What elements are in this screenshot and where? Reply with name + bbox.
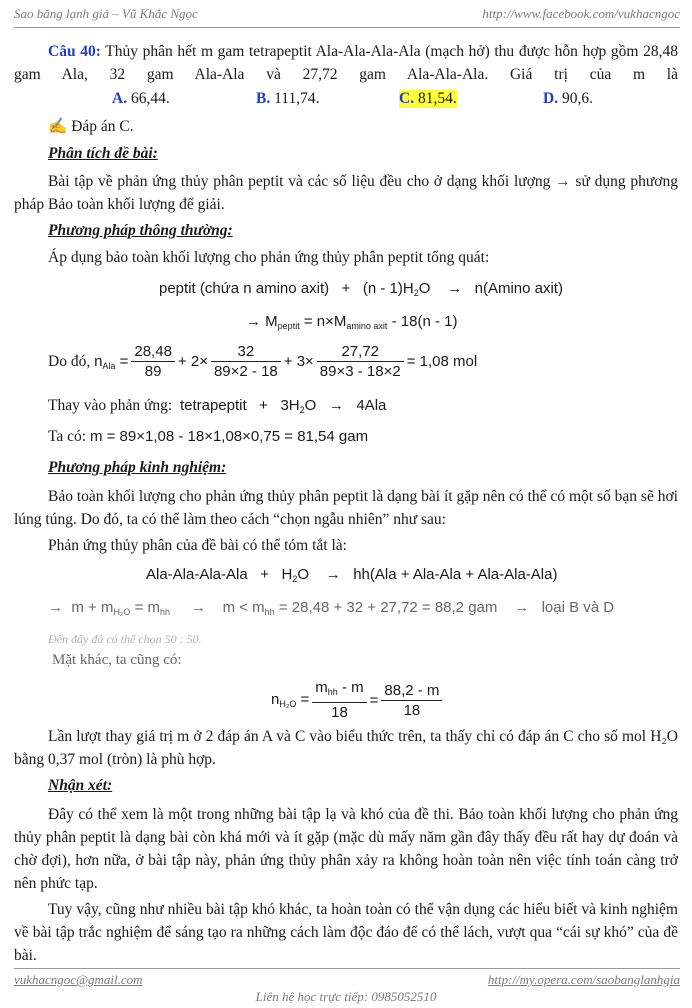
- option-d: D. 90,6.: [543, 90, 593, 107]
- arrow-icon: →: [447, 280, 463, 297]
- analysis-text: Bài tập về phản ứng thủy phân peptit và các số liệu đều cho ở dạng khối lượng → sử dụng phương pháp Bảo toàn khối lượng để giải.: [14, 173, 678, 213]
- general-hydrolysis-equation: peptit (chứa n amino axit) + $(n - 1)H_2O$ → n(Amino axit): [159, 280, 563, 298]
- comment-heading: Nhận xét:: [48, 777, 113, 794]
- experience-text-2: Phản ứng thủy phân của đề bài có thể tóm tắt là:: [48, 537, 347, 554]
- experience-method-heading: Phương pháp kinh nghiệm:: [48, 459, 227, 476]
- arrow-icon: →: [328, 397, 344, 414]
- n-ala-calculation: Do đó, $n_{Ala}$ = $\frac{28,48}{89}$ + 2× $\frac{32}{89\times 2 - 18}$ + 3× $\frac{27,72}{89\times 3 - 18\times 2}$ = 1,08 mol: [48, 343, 478, 380]
- footer-opera-link[interactable]: http://my.opera.com/saobanglanhgia: [487, 972, 680, 987]
- footer-contact: Liên hệ học trực tiếp: 0985052510: [255, 989, 437, 1004]
- note-5050: Đến đây đã có thể chọn 50 : 50.: [48, 632, 202, 646]
- arrow-icon: →: [48, 599, 63, 616]
- arrow-icon: →: [325, 566, 341, 583]
- molar-mass-formula: → $M_{peptit} = n\times M_{amino axit} - 18(n - 1)$: [246, 313, 458, 331]
- comment-text-1: Đây có thể xem là một trong những bài tập lạ và khó của đề thi. Bảo toàn khối lượng cho phản ứng thủy phân peptit là dạng bài còn khá mới và ít gặp (mặc dù mấy năm gần đây thấy đều rất hay dự đoán và chờ đợi), hơn nữa, ở bài tập này, phản ứng thủy phân xảy ra không hoàn toàn nên việc tính toán càng trở nên phức tạp.: [14, 806, 678, 892]
- analysis-heading: Phân tích đề bài:: [48, 145, 158, 162]
- normal-method-heading: Phương pháp thông thường:: [48, 222, 233, 239]
- normal-intro: Áp dụng bảo toàn khối lượng cho phản ứng thủy phân peptit tổng quát:: [48, 249, 490, 266]
- header-divider: [14, 27, 680, 28]
- answer-line: ✍ Đáp án C.: [48, 118, 134, 135]
- arrow-icon: →: [190, 599, 206, 616]
- experience-text-3: Lần lượt thay giá trị m ở 2 đáp án A và C vào biểu thức trên, ta thấy chỉ có đáp án C cho số mol H₂O bằng 0,37 mol (tròn) là phù hợp.: [14, 728, 678, 768]
- question-text: Câu 40: Thủy phân hết m gam tetrapeptit Ala-Ala-Ala-Ala (mạch hở) thu được hỗn hợp gồm 28,48 gam Ala, 32 gam Ala-Ala và 27,72 gam Ala-Ala-Ala. Giá trị của m là: [14, 43, 678, 83]
- experience-text-1: Bảo toàn khối lượng cho phản ứng thủy phân peptit là dạng bài ít gặp nên có thể có một số bạn sẽ hơi lúng túng. Do đó, ta có thể làm theo cách “chọn ngẫu nhiên” như sau:: [14, 488, 678, 528]
- summary-equation: $Ala-Ala-Ala-Ala + H_2O$ → hh(Ala + Ala-Ala + Ala-Ala-Ala): [146, 566, 558, 584]
- substitute-line: Thay vào phản ứng: tetrapeptit + $3H_2O$ → 4Ala: [48, 397, 387, 415]
- mass-result-line: Ta có: m = 89×1,08 - 18×1,08×0,75 = 81,54 gam: [48, 428, 369, 445]
- option-b: B. 111,74.: [256, 90, 320, 107]
- question-label: Câu 40:: [48, 43, 101, 60]
- footer-divider: [14, 968, 680, 969]
- writing-hand-icon: ✍: [48, 118, 68, 135]
- footer-email[interactable]: vukhacngoc@gmail.com: [14, 972, 143, 987]
- header-facebook-link[interactable]: http://www.facebook.com/vukhacngoc: [482, 6, 680, 21]
- mass-comparison: → $m + m_{H_2O} = m_{hh}$ → $m < m_{hh} = 28,48 + 32 + 27,72 = 88,2$ gam → loại B và D: [48, 599, 615, 617]
- n-h2o-formula: $n_{H_2O}$ = $\frac{m_{hh} - m}{18}$ = $\frac{88,2 - m}{18}$: [271, 678, 445, 722]
- header-author: Sao băng lạnh giá – Vũ Khắc Ngọc: [14, 6, 198, 21]
- also-line: Mặt khác, ta cũng có:: [52, 652, 182, 668]
- arrow-icon: →: [246, 313, 261, 330]
- arrow-icon: →: [514, 599, 530, 616]
- option-a: A. 66,44.: [112, 90, 170, 107]
- comment-text-2: Tuy vậy, cũng như nhiều bài tập khó khác, ta hoàn toàn có thể vận dụng các hiểu biết và kinh nghiệm về bài tập trắc nghiệm để sáng tạo ra những cách làm độc đáo để có thể lách, vượt qua “cái sự khó” của đề bài.: [14, 901, 678, 964]
- option-c-highlighted: C. 81,54.: [399, 90, 457, 107]
